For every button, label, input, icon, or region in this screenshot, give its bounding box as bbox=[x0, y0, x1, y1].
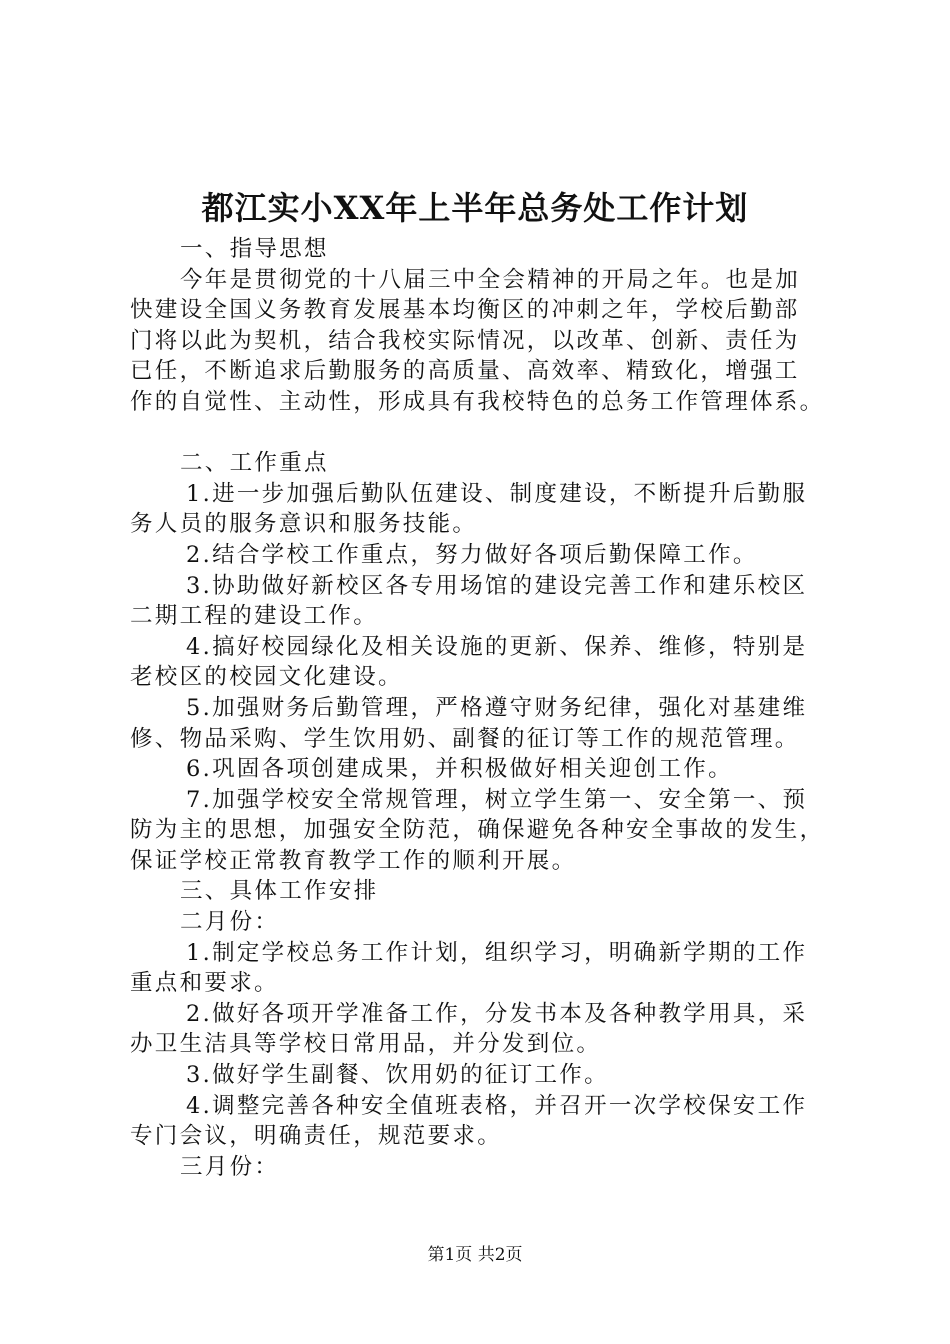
list-item-line: 7.加强学校安全常规管理，树立学生第一、安全第一、预 bbox=[186, 786, 808, 813]
list-item-line: 老校区的校园文化建设。 bbox=[130, 664, 403, 691]
list-item-line: 保证学校正常教育教学工作的顺利开展。 bbox=[130, 847, 577, 874]
list-item-line: 1.制定学校总务工作计划，组织学习，明确新学期的工作 bbox=[186, 939, 808, 966]
list-item-line: 专门会议，明确责任，规范要求。 bbox=[130, 1123, 503, 1150]
paragraph-line: 快建设全国义务教育发展基本均衡区的冲刺之年，学校后勤部 bbox=[130, 297, 800, 324]
paragraph-line: 今年是贯彻党的十八届三中全会精神的开局之年。也是加 bbox=[180, 266, 801, 293]
paragraph-line: 作的自觉性、主动性，形成具有我校特色的总务工作管理体系。 bbox=[130, 388, 825, 415]
list-item-line: 防为主的思想，加强安全防范，确保避免各种安全事故的发生， bbox=[130, 817, 825, 844]
section-heading-guiding-ideology: 一、指导思想 bbox=[180, 236, 329, 262]
section-heading-arrangement: 三、具体工作安排 bbox=[180, 878, 379, 905]
month-heading-march: 三月份： bbox=[180, 1153, 280, 1180]
section-heading-work-focus: 二、工作重点 bbox=[180, 450, 329, 477]
list-item-line: 二期工程的建设工作。 bbox=[130, 603, 379, 630]
document-body bbox=[130, 234, 850, 1182]
list-item-line: 5.加强财务后勤管理，严格遵守财务纪律，强化对基建维 bbox=[186, 694, 808, 721]
list-item-line: 6.巩固各项创建成果，并积极做好相关迎创工作。 bbox=[186, 756, 733, 783]
list-item-line: 重点和要求。 bbox=[130, 970, 279, 997]
list-item-line: 1.进一步加强后勤队伍建设、制度建设，不断提升后勤服 bbox=[186, 480, 808, 507]
list-item-line: 2.做好各项开学准备工作，分发书本及各种教学用具，采 bbox=[186, 1000, 808, 1027]
list-item-line: 办卫生洁具等学校日常用品，并分发到位。 bbox=[130, 1031, 602, 1058]
paragraph-line: 已任，不断追求后勤服务的高质量、高效率、精致化，增强工 bbox=[130, 358, 800, 385]
list-item-line: 4.搞好校园绿化及相关设施的更新、保养、维修，特别是 bbox=[186, 633, 808, 660]
list-item-line: 务人员的服务意识和服务技能。 bbox=[130, 511, 478, 538]
document-title: 都江实小XX年上半年总务处工作计划 bbox=[201, 189, 749, 227]
paragraph-line: 门将以此为契机，结合我校实际情况，以改革、创新、责任为 bbox=[130, 327, 800, 354]
list-item-line: 2.结合学校工作重点，努力做好各项后勤保障工作。 bbox=[186, 541, 758, 568]
list-item-line: 3.协助做好新校区各专用场馆的建设完善工作和建乐校区 bbox=[186, 572, 808, 599]
blank-line bbox=[130, 418, 850, 449]
month-heading-february: 二月份： bbox=[180, 909, 280, 936]
list-item-line: 修、物品采购、学生饮用奶、副餐的征订等工作的规范管理。 bbox=[130, 725, 800, 752]
page-number-footer: 第1页 共2页 bbox=[427, 1245, 523, 1265]
list-item-line: 4.调整完善各种安全值班表格，并召开一次学校保安工作 bbox=[186, 1092, 808, 1119]
list-item-line: 3.做好学生副餐、饮用奶的征订工作。 bbox=[186, 1062, 609, 1089]
